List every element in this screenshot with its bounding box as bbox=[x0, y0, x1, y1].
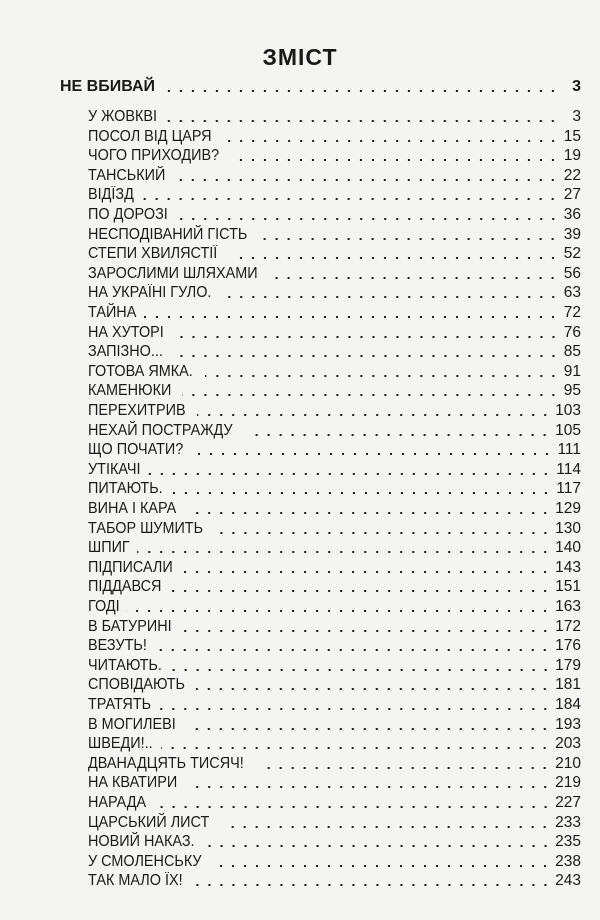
toc-entry[interactable] bbox=[88, 870, 581, 890]
toc-entry-page: 117 bbox=[556, 480, 581, 498]
dot-leader bbox=[225, 296, 559, 298]
toc-entry[interactable] bbox=[88, 518, 581, 538]
toc-entry-title: ДВАНАДЦЯТЬ ТИСЯЧ! bbox=[88, 754, 244, 772]
toc-entry[interactable] bbox=[88, 302, 581, 322]
dot-leader bbox=[225, 140, 559, 142]
toc-entry[interactable] bbox=[88, 439, 581, 459]
toc-entry-title: ЗАПІЗНО... bbox=[88, 343, 163, 361]
dot-leader bbox=[144, 316, 559, 318]
toc-entry[interactable] bbox=[88, 126, 581, 146]
dot-leader bbox=[263, 238, 559, 240]
dot-leader bbox=[155, 806, 552, 808]
dot-leader bbox=[161, 747, 551, 749]
toc-entry-page: 111 bbox=[557, 441, 581, 459]
toc-entry[interactable] bbox=[88, 400, 581, 420]
toc-entry-title: ПИТАЮТЬ. bbox=[88, 480, 163, 498]
toc-entry-title: ПОСОЛ ВІД ЦАРЯ bbox=[88, 127, 212, 145]
toc-entry-title: ПІДПИСАЛИ bbox=[88, 558, 173, 576]
toc-entry-page: 243 bbox=[555, 872, 581, 890]
toc-entry-page: 56 bbox=[563, 264, 581, 282]
toc-entry[interactable] bbox=[88, 635, 581, 655]
toc-entry-page: 22 bbox=[563, 166, 581, 184]
toc-entry[interactable] bbox=[88, 106, 581, 126]
toc-entry-title: ГОТОВА ЯМКА. bbox=[88, 362, 193, 380]
toc-entry[interactable] bbox=[88, 714, 581, 734]
toc-entry-page: 227 bbox=[555, 794, 581, 811]
toc-entry[interactable] bbox=[88, 361, 581, 381]
dot-leader bbox=[194, 884, 551, 886]
toc-entry[interactable] bbox=[88, 184, 581, 204]
toc-entry[interactable] bbox=[88, 224, 581, 244]
toc-entry[interactable] bbox=[88, 341, 581, 361]
toc-entry-page: 105 bbox=[555, 421, 581, 439]
toc-main-entry[interactable] bbox=[60, 76, 581, 96]
toc-entry-page: 15 bbox=[563, 127, 581, 145]
dot-leader bbox=[178, 218, 559, 220]
toc-entry-title: В МОГИЛЕВІ bbox=[88, 715, 176, 733]
toc-entry-page: 27 bbox=[563, 186, 581, 204]
toc-entry-title: НА УКРАЇНІ ГУЛО. bbox=[88, 284, 212, 302]
toc-entry-page: 76 bbox=[563, 323, 581, 341]
toc-entry-title: НОВИЙ НАКАЗ. bbox=[88, 833, 195, 851]
dot-leader bbox=[182, 630, 551, 632]
toc-entry-page: 172 bbox=[555, 617, 581, 635]
toc-entry-page: 235 bbox=[555, 833, 581, 851]
toc-entry-page: 129 bbox=[555, 500, 581, 517]
toc-entry-page: 3 bbox=[572, 78, 581, 95]
toc-entry[interactable] bbox=[88, 459, 581, 479]
toc-entry-title: ПІДДАВСЯ bbox=[88, 578, 162, 596]
toc-entry-title: ЧИТАЮТЬ. bbox=[88, 656, 162, 674]
toc-entry-page: 85 bbox=[563, 343, 581, 361]
toc-entry-page: 95 bbox=[563, 382, 581, 400]
toc-entry[interactable] bbox=[88, 812, 581, 832]
toc-entry[interactable] bbox=[88, 733, 581, 753]
dot-leader bbox=[171, 590, 551, 592]
toc-entry-page: 140 bbox=[555, 539, 581, 557]
toc-entry[interactable] bbox=[88, 576, 581, 596]
toc-entry[interactable] bbox=[88, 831, 581, 851]
dot-leader bbox=[194, 453, 553, 455]
toc-entry-title: ШПИГ bbox=[88, 539, 130, 557]
toc-entry[interactable] bbox=[88, 753, 581, 773]
toc-entry-page: 130 bbox=[555, 519, 581, 537]
toc-entry[interactable] bbox=[88, 204, 581, 224]
toc-entry-title: ВІДЇЗД bbox=[88, 186, 134, 204]
toc-entry[interactable] bbox=[88, 322, 581, 342]
toc-entry[interactable] bbox=[88, 557, 581, 577]
toc-entry[interactable] bbox=[88, 537, 581, 557]
toc-entry-title: НЕ ВБИВАЙ bbox=[60, 78, 156, 95]
toc-entry-page: 151 bbox=[555, 578, 581, 596]
toc-entry-title: ШВЕДИ!.. bbox=[88, 735, 153, 753]
toc-entry-title: ТРАТЯТЬ bbox=[88, 696, 152, 713]
toc-entry-title: ЗАРОСЛИМИ ШЛЯХАМИ bbox=[88, 264, 258, 282]
toc-entry-page: 184 bbox=[555, 696, 581, 713]
toc-entry[interactable] bbox=[88, 263, 581, 283]
toc-entry-page: 3 bbox=[572, 108, 581, 125]
toc-entry-title: ЦАРСЬКИЙ ЛИСТ bbox=[88, 813, 210, 831]
toc-entry-title: ТАНСЬКИЙ bbox=[88, 166, 166, 184]
toc-entry-title: УТІКАЧІ bbox=[88, 460, 141, 478]
dot-leader bbox=[186, 728, 551, 730]
toc-entry[interactable] bbox=[88, 792, 581, 812]
toc-entry-title: ВИНА І КАРА bbox=[88, 500, 177, 517]
toc-entry[interactable] bbox=[88, 243, 581, 263]
toc-entry-page: 52 bbox=[563, 245, 581, 263]
toc-entry-page: 176 bbox=[555, 637, 581, 655]
dot-leader bbox=[137, 551, 551, 553]
dot-leader bbox=[214, 865, 551, 867]
toc-entry-page: 219 bbox=[555, 774, 581, 792]
dot-leader bbox=[183, 571, 551, 573]
dot-leader bbox=[207, 845, 552, 847]
toc-entry-page: 63 bbox=[563, 284, 581, 302]
toc-entry-title: ЩО ПОЧАТИ? bbox=[88, 441, 184, 459]
toc-entry-title: ПО ДОРОЗІ bbox=[88, 206, 168, 223]
toc-entry[interactable] bbox=[88, 694, 581, 714]
toc-entry-title: СТЕПИ ХВИЛЯСТІЇ bbox=[88, 245, 218, 263]
toc-entry-page: 103 bbox=[555, 402, 581, 419]
dot-leader bbox=[172, 669, 552, 671]
toc-entry-title: У СМОЛЕНСЬКУ bbox=[88, 852, 202, 870]
toc-entry-page: 163 bbox=[555, 598, 581, 615]
dot-leader bbox=[141, 198, 559, 200]
dot-leader bbox=[155, 649, 551, 651]
toc-entry-title: ТАЙНА bbox=[88, 304, 137, 321]
dot-leader bbox=[259, 767, 551, 769]
dot-leader bbox=[197, 414, 551, 416]
toc-entry-page: 203 bbox=[555, 735, 581, 753]
toc-entry-title: ВЕЗУТЬ! bbox=[88, 637, 147, 655]
toc-entry-page: 181 bbox=[555, 676, 581, 694]
toc-entry-page: 143 bbox=[555, 558, 581, 576]
toc-entry[interactable] bbox=[88, 145, 581, 165]
toc-entry[interactable] bbox=[88, 498, 581, 518]
toc-entry-title: ГОДІ bbox=[88, 598, 120, 615]
toc-entry[interactable] bbox=[88, 478, 581, 498]
dot-leader bbox=[233, 159, 559, 161]
dot-leader bbox=[182, 394, 559, 396]
dot-leader bbox=[247, 434, 551, 436]
toc-entry-page: 91 bbox=[563, 362, 581, 380]
toc-entry-page: 238 bbox=[555, 852, 581, 870]
dot-leader bbox=[231, 257, 559, 259]
dot-leader bbox=[159, 90, 559, 92]
toc-entry-page: 36 bbox=[563, 206, 581, 223]
toc-entry-title: ТАБОР ШУМИТЬ bbox=[88, 519, 204, 537]
toc-entry-page: 72 bbox=[563, 304, 581, 321]
toc-entry[interactable] bbox=[88, 380, 581, 400]
dot-leader bbox=[173, 355, 559, 357]
toc-entry-title: НЕХАЙ ПОСТРАЖДУ bbox=[88, 421, 233, 439]
toc-entry-title: НА КВАТИРИ bbox=[88, 774, 178, 792]
toc-entry[interactable] bbox=[88, 616, 581, 636]
dot-leader bbox=[175, 179, 559, 181]
dot-leader bbox=[126, 610, 551, 612]
toc-entry-title: ТАК МАЛО ЇХ! bbox=[88, 872, 183, 890]
toc-entry-title: СПОВІДАЮТЬ bbox=[88, 676, 186, 694]
toc-entry-title: ПЕРЕХИТРИВ bbox=[88, 402, 186, 419]
dot-leader bbox=[205, 375, 559, 377]
dot-leader bbox=[274, 277, 559, 279]
dot-leader bbox=[160, 708, 551, 710]
toc-entry[interactable] bbox=[88, 772, 581, 792]
toc-entry[interactable] bbox=[88, 655, 581, 675]
toc-entry-page: 19 bbox=[563, 147, 581, 165]
dot-leader bbox=[174, 336, 560, 338]
toc-entry-page: 210 bbox=[555, 754, 581, 772]
dot-leader bbox=[188, 786, 551, 788]
dot-leader bbox=[216, 532, 551, 534]
toc-entry[interactable] bbox=[88, 851, 581, 871]
toc-entry[interactable] bbox=[88, 596, 581, 616]
page-title: ЗМІСТ bbox=[262, 44, 338, 70]
toc-entry-title: НА ХУТОРІ bbox=[88, 323, 164, 341]
toc-entry-page: 114 bbox=[556, 460, 581, 478]
toc-entry-page: 233 bbox=[555, 813, 581, 831]
toc-entry-title: НАРАДА bbox=[88, 794, 147, 811]
toc-entry-page: 179 bbox=[555, 656, 581, 674]
toc-entry-title: У ЖОВКВІ bbox=[88, 108, 158, 125]
toc-entry-title: В БАТУРИНІ bbox=[88, 617, 172, 635]
toc-entry-title: КАМЕНЮКИ bbox=[88, 382, 172, 400]
toc-entry[interactable] bbox=[88, 674, 581, 694]
toc-entry-title: ЧОГО ПРИХОДИВ? bbox=[88, 147, 220, 165]
dot-leader bbox=[172, 492, 552, 494]
dot-leader bbox=[148, 473, 552, 475]
toc-entry[interactable] bbox=[88, 282, 581, 302]
dot-leader bbox=[196, 688, 551, 690]
toc-entry-page: 193 bbox=[555, 715, 581, 733]
toc-entry[interactable] bbox=[88, 420, 581, 440]
dot-leader bbox=[187, 512, 551, 514]
dot-leader bbox=[222, 826, 551, 828]
dot-leader bbox=[166, 120, 559, 122]
toc-entry-title: НЕСПОДІВАНИЙ ГІСТЬ bbox=[88, 225, 248, 243]
toc-entry-page: 39 bbox=[563, 225, 581, 243]
toc-entry[interactable] bbox=[88, 165, 581, 185]
